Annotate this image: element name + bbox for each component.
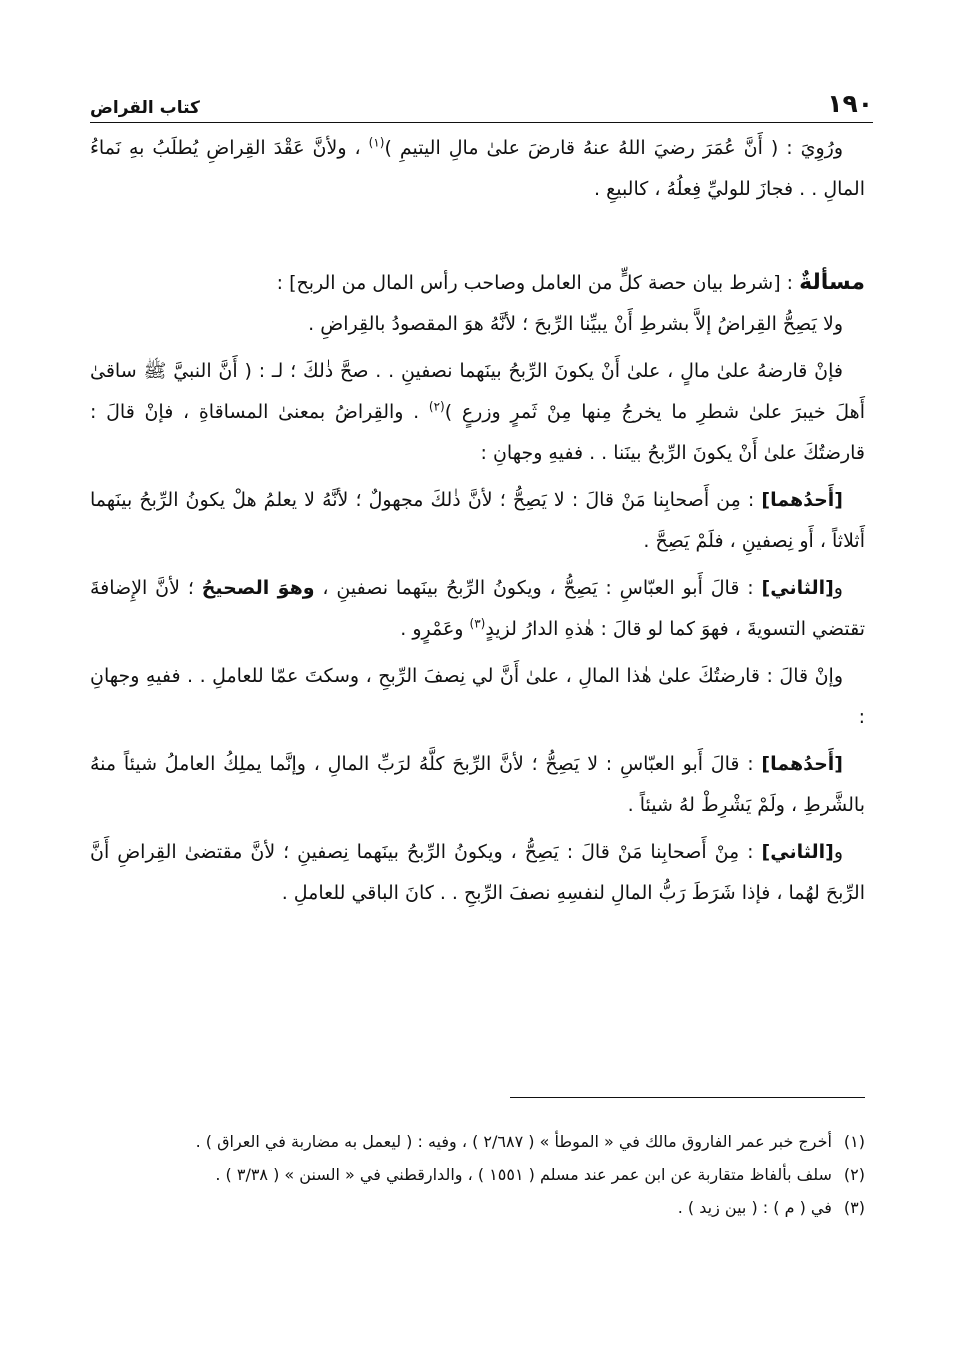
text-segment: : قالَ أَبو العبّاسِ : يَصِحُّ ، ويكونُ الرِّبحُ بينَهما نصفينِ ،	[314, 577, 762, 599]
view-label: [الثاني]	[761, 841, 834, 863]
issue-label: مسألةٌ	[799, 270, 865, 295]
paragraph-second-view-2	[90, 832, 865, 914]
paragraph-condition	[90, 304, 865, 345]
footnote-number: (٢)	[843, 1165, 865, 1184]
page-number: ١٩٠	[827, 89, 873, 118]
main-text	[90, 128, 865, 914]
issue-title: : [شرط بيان حصة كلٍّ من العامل وصاحب رأس المال من الربح] :	[276, 272, 800, 294]
text-segment: و	[833, 841, 843, 863]
text-segment: فإنْ قارضهُ علىٰ مالٍ ، علىٰ أَنْ يكونَ الرِّبحُ بينَهما نصفينِ . . صحَّ ذٰلكَ ؛ لـ : ( أَنَّ النبيَّ ﷺ ساقىٰ أَهلَ خيبرَ علىٰ شطرِ ما يخرجُ مِنها مِنْ ثَمرٍ وزرعٍ )	[90, 360, 865, 423]
footnote-ref-1: (١)	[368, 135, 385, 150]
paragraph-silence	[90, 656, 865, 738]
view-label: [الثاني]	[761, 577, 834, 599]
footnote-text: في ( م ) : ( بين زيد ) .	[677, 1198, 832, 1217]
paragraph-narration	[90, 128, 865, 210]
running-title: كتاب القراض	[90, 98, 200, 118]
footnote-number: (١)	[843, 1132, 865, 1151]
paragraph-first-view	[90, 480, 865, 562]
text-segment: ورُوِيَ : ( أَنَّ عُمَرَ رضيَ اللهُ عنهُ قارضَ علىٰ مالِ اليتيمِ )	[384, 137, 844, 159]
text-segment: . والقِراضُ بمعنىٰ المساقاةِ ، فإنْ قالَ : قارضتُكَ علىٰ أَنْ يكونَ الرِّبحُ بينَنا . . ففيهِ وجهانِ :	[90, 401, 865, 464]
issue-heading	[90, 262, 865, 304]
text-segment: ولا يَصِحُّ القِراضُ إلاَّ بشرطِ أَنْ يبيِّنا الرِّبحَ ؛ لأنَّهُ هوَ المقصودُ بالقِراضِ .	[308, 313, 843, 335]
footnote-2	[90, 1158, 865, 1191]
footnote-divider	[510, 1097, 865, 1098]
page-header	[90, 82, 873, 123]
footnote-text: سلف بألفاظ متقاربة عن ابن عمر عند مسلم ( ١٥٥١ ) ، والدارقطني في « السنن » ( ٣/٣٨ ) .	[215, 1165, 832, 1184]
text-segment: : مِن أَصحابِنا مَنْ قالَ : لا يَصِحُّ ؛ لأنَّ ذٰلكَ مجهولٌ ؛ لأنَّهُ لا يعلمُ هلْ يكونُ الرِّبحُ بينَهما أَثلاثاً ، أَو نِصفينِ ، فلَمْ يَصِحَّ .	[90, 489, 865, 552]
text-segment: ، ولأنَّ عَقْدَ القِراضِ يُطلَبُ بهِ نَماءُ المالِ . . فجازَ للوليِّ فِعلُهُ ، كالبيعِ .	[90, 137, 865, 200]
paragraph-first-view-2	[90, 744, 865, 826]
paragraph-second-view	[90, 568, 865, 650]
text-segment: وعَمْرٍو .	[400, 618, 470, 640]
text-segment: و	[833, 577, 843, 599]
text-segment: وإنْ قالَ : قارضتُكَ علىٰ هٰذا المالِ ، علىٰ أَنَّ لي نِصفَ الرِّبحِ ، وسكتَ عمّا للعاملِ . . ففيهِ وجهانِ :	[90, 665, 865, 728]
text-segment: : مِنْ أَصحابِنا مَنْ قالَ : يَصِحُّ ، ويكونُ الرِّبحُ بينَهما نِصفينِ ؛ لأنَّ مقتضىٰ القِراضِ أَنَّ الرِّبحَ لهُما ، فإذا شَرَطَ رَبُّ المالِ لنفسِهِ نصفَ الرِّبحِ . . كانَ الباقي للعاملِ .	[90, 841, 865, 904]
footnote-3	[90, 1191, 865, 1224]
correct-view: وهوَ الصحيحُ	[201, 577, 315, 599]
text-segment: : قالَ أَبو العبّاسِ : لا يَصِحُّ ؛ لأنَّ الرِّبحَ كلَّهُ لرَبِّ المالِ ، وإنَّما يملِكُ العاملُ شيئاً منهُ بالشَّرطِ ، ولَمْ يَشْرِطْ لهُ شيئاً .	[90, 753, 865, 816]
view-label: [أَحدُهما]	[761, 753, 843, 775]
paragraph-profit-split	[90, 351, 865, 474]
footnote-1	[90, 1125, 865, 1158]
view-label: [أَحدُهما]	[761, 489, 843, 511]
footnote-ref-3: (٣)	[469, 616, 486, 631]
text-segment: ؛ لأنَّ الإِضافةَ تقتضي التسويةَ ، فهوَ كما لو قالَ : هٰذهِ الدارُ لزيدٍ	[90, 577, 865, 640]
footnote-text: أخرج خبر عمر الفاروق مالك في « الموطأ » ( ٢/٦٨٧ ) ، وفيه : ( ليعمل به مضاربة في العراق ) .	[195, 1132, 832, 1151]
footnote-ref-2: (٢)	[428, 399, 445, 414]
footnote-number: (٣)	[843, 1198, 865, 1217]
footnotes	[90, 1125, 865, 1224]
